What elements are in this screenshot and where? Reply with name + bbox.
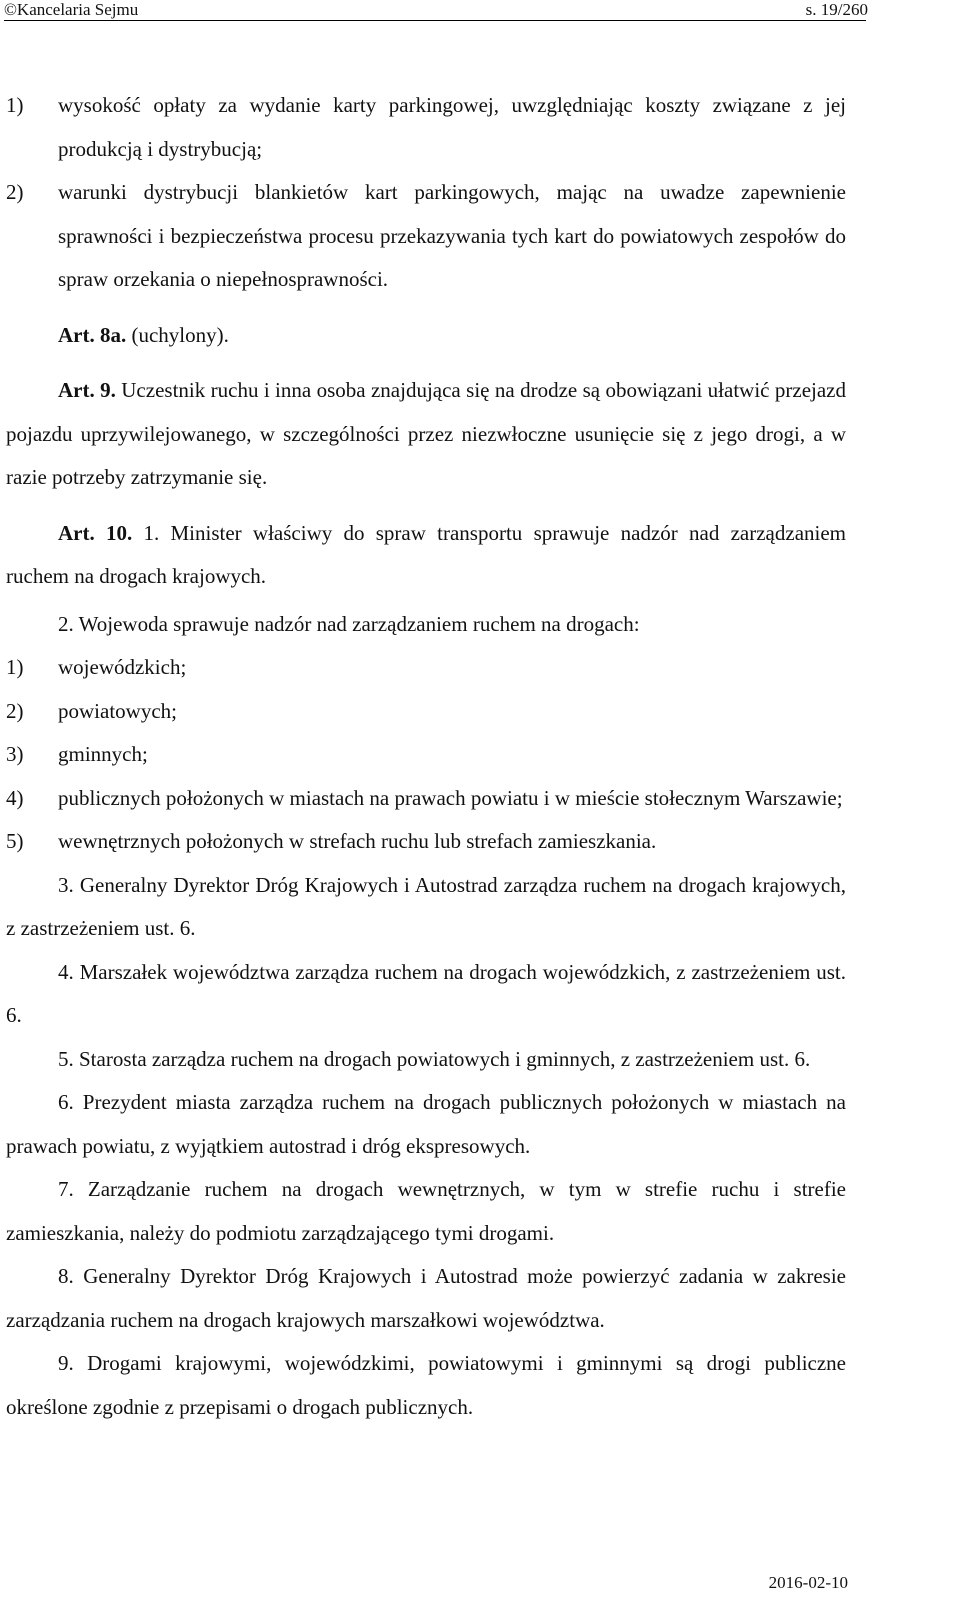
list-item-text: wysokość opłaty za wydanie karty parkingowej, uwzględniając koszty związane z jej produkcją i dystrybucją;: [58, 93, 846, 161]
list-item-number: 1): [6, 93, 24, 117]
header-divider: [4, 20, 866, 21]
header-publisher: ©Kancelaria Sejmu: [4, 0, 139, 19]
article-10-para-6: 6. Prezydent miasta zarządza ruchem na drogach publicznych położonych w miastach na prawach powiatu, z wyjątkiem autostrad i dróg ekspresowych.: [6, 1090, 846, 1158]
list-item: [6, 820, 846, 864]
list-item: [6, 84, 846, 171]
list-item-number: 2): [6, 180, 24, 204]
list-item-number: 3): [6, 742, 24, 766]
article-10-para-7: 7. Zarządzanie ruchem na drogach wewnętrznych, w tym w strefie ruchu i strefie zamieszkania, należy do podmiotu zarządzającego tymi drogami.: [6, 1177, 846, 1245]
footer-date: 2016-02-10: [768, 1573, 848, 1592]
document-body: [6, 84, 846, 1429]
list-item: [6, 777, 846, 821]
article-label: Art. 8a.: [58, 322, 127, 347]
list-item-number: 1): [6, 655, 24, 679]
article-9: [6, 369, 846, 500]
list-item-text: publicznych położonych w miastach na prawach powiatu i w mieście stołecznym Warszawie;: [58, 785, 843, 810]
article-10-para-4: 4. Marszałek województwa zarządza ruchem na drogach wojewódzkich, z zastrzeżeniem ust. 6.: [6, 959, 846, 1027]
list-item-text: warunki dystrybucji blankietów kart parkingowych, mając na uwadze zapewnienie sprawności i bezpieczeństwa procesu przekazywania tych kart do powiatowych zespołów do spraw orzekania o niepełnosprawności.: [58, 180, 846, 291]
article-text: (uchylony).: [126, 322, 229, 347]
article-label: Art. 10.: [58, 520, 133, 545]
article-text: Uczestnik ruchu i inna osoba znajdująca się na drodze są obowiązani ułatwić przejazd pojazdu uprzywilejowanego, w szczególności przez niezwłoczne usunięcie się z jego drogi, a w razie potrzeby zatrzymanie się.: [6, 378, 846, 489]
article-10-para-5: 5. Starosta zarządza ruchem na drogach powiatowych i gminnych, z zastrzeżeniem ust. 6.: [58, 1046, 811, 1071]
list-item: [6, 171, 846, 302]
list-item-text: wojewódzkich;: [58, 655, 187, 679]
list-item-text: wewnętrznych położonych w strefach ruchu lub strefach zamieszkania.: [58, 829, 657, 853]
article-10-para-9: 9. Drogami krajowymi, wojewódzkimi, powiatowymi i gminnymi są drogi publiczne określone zgodnie z przepisami o drogach publicznych.: [6, 1351, 846, 1419]
list-item-number: 5): [6, 829, 24, 853]
list-item-number: 2): [6, 698, 24, 723]
list-item: [6, 690, 846, 734]
article-10-para-8: 8. Generalny Dyrektor Dróg Krajowych i Autostrad może powierzyć zadania w zakresie zarządzania ruchem na drogach krajowych marszałkowi województwa.: [6, 1264, 846, 1332]
page-header: [0, 0, 960, 21]
list-item-number: 4): [6, 785, 24, 810]
article-label: Art. 9.: [58, 378, 116, 402]
article-10-para-2: 2. Wojewoda sprawuje nadzór nad zarządzaniem ruchem na drogach:: [58, 611, 640, 636]
header-page-number: s. 19/260: [805, 0, 868, 19]
list-item: [6, 733, 846, 777]
article-10-para-1: [6, 512, 846, 599]
article-8a: [6, 314, 846, 358]
list-item-text: powiatowych;: [58, 698, 177, 723]
list-item: [6, 646, 846, 690]
article-text: 1. Minister właściwy do spraw transportu sprawuje nadzór nad zarządzaniem ruchem na drogach krajowych.: [6, 520, 847, 588]
article-10-para-3: 3. Generalny Dyrektor Dróg Krajowych i Autostrad zarządza ruchem na drogach krajowych, z zastrzeżeniem ust. 6.: [6, 872, 846, 940]
list-item-text: gminnych;: [58, 742, 148, 766]
